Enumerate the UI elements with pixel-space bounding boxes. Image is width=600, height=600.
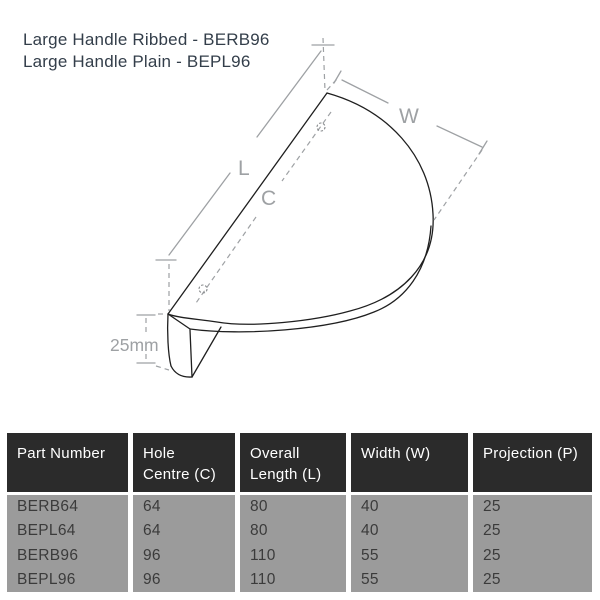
product-title-line-1: Large Handle Ribbed - BERB96 <box>23 30 270 49</box>
handle-outer-curve <box>168 93 433 324</box>
column-header-hole-centre: Hole Centre (C) <box>133 433 235 492</box>
table-cell: BERB96 <box>17 546 79 564</box>
table-cell: 96 <box>143 546 161 564</box>
column-header-overall-length: Overall Length (L) <box>240 433 346 492</box>
ext-25mm-bottom-link <box>156 366 169 370</box>
table-cell: 40 <box>361 498 379 515</box>
handle-straight-edge <box>168 93 327 314</box>
table-cell: BEPL64 <box>17 522 76 540</box>
dim-W-line-upper <box>342 80 388 103</box>
ext-L-top <box>323 38 325 91</box>
centreline-C-lower <box>196 217 256 303</box>
handle-foot-bottom <box>171 366 192 377</box>
table-cell: 64 <box>143 522 161 540</box>
dimension-lines-solid <box>137 45 487 363</box>
dimension-label-C: C <box>261 187 277 210</box>
table-cell: 55 <box>361 570 379 588</box>
dim-W-line-lower <box>437 126 482 147</box>
table-cell: 25 <box>483 570 501 588</box>
table-cell: 110 <box>250 570 276 588</box>
table-cell: 110 <box>250 546 276 564</box>
handle-outline <box>168 93 434 377</box>
table-cell: 80 <box>250 498 268 515</box>
table-cell: 64 <box>143 498 161 515</box>
table-cell: BEPL96 <box>17 570 76 588</box>
ext-W-start <box>327 79 337 90</box>
handle-foot-right-edge <box>190 330 192 377</box>
table-cell: 96 <box>143 570 161 588</box>
column-hole-centre <box>133 495 235 592</box>
ext-W-end <box>434 150 482 220</box>
dimension-label-W: W <box>399 105 419 128</box>
table-cell: 25 <box>483 546 501 564</box>
dim-L-line-upper <box>257 51 321 137</box>
column-width <box>351 495 468 592</box>
table-cell: 25 <box>483 498 501 515</box>
spec-table-header-row <box>7 433 592 492</box>
column-header-projection: Projection (P) <box>473 433 592 492</box>
dimension-label-L: L <box>238 157 250 180</box>
table-cell: 25 <box>483 522 501 540</box>
table-cell: 40 <box>361 522 379 540</box>
dimension-label-25mm: 25mm <box>110 335 159 355</box>
handle-neck-edge <box>192 327 221 377</box>
column-header-width: Width (W) <box>351 433 468 492</box>
dim-L-line-lower <box>169 173 230 255</box>
product-title-line-2: Large Handle Plain - BEPL96 <box>23 52 251 71</box>
screw-hole-bottom <box>199 285 207 293</box>
spec-table-body <box>7 495 592 592</box>
table-cell: 55 <box>361 546 379 564</box>
table-cell: 80 <box>250 522 268 540</box>
handle-foot-left-edge <box>168 314 171 366</box>
column-part-number <box>7 495 128 592</box>
column-header-part-number: Part Number <box>7 433 128 492</box>
handle-thickness-curve <box>190 226 431 332</box>
column-projection <box>473 495 592 592</box>
spec-table <box>7 433 592 592</box>
table-cell: BERB64 <box>17 498 79 515</box>
column-overall-length <box>240 495 346 592</box>
